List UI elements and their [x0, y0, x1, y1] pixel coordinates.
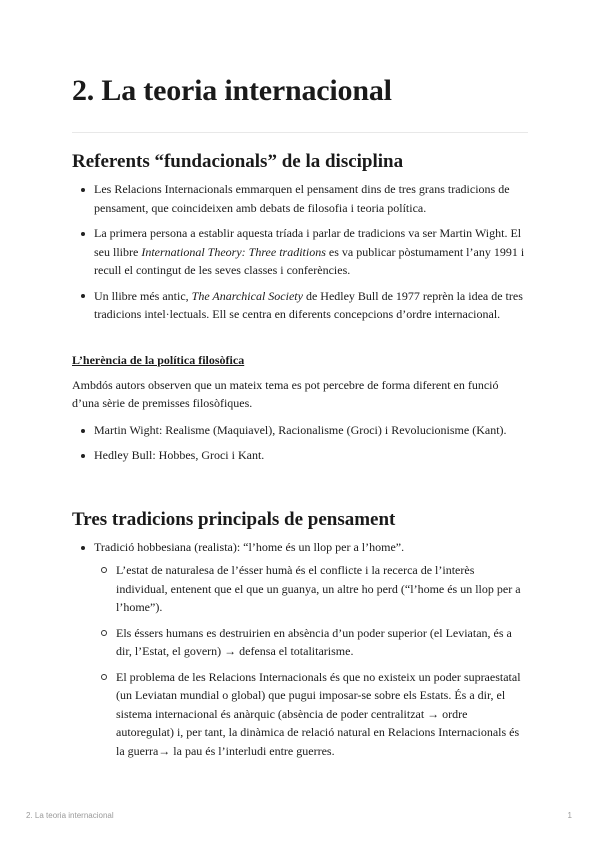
subsection-heading-herencia: L’herència de la política filosòfica [72, 353, 245, 367]
list-item: La primera persona a establir aquesta tríada i parlar de tradicions va ser Martin Wight. El seu llibre International Theory: Three traditions es va publicar pòstumament l’any 1991 i recull el contingut de les seves classes i conferències. [72, 224, 528, 280]
sublist-item: Els éssers humans es destruirien en absència d’un poder superior (el Leviatan, és a dir, l’Estat, el govern) → defensa el totalitarisme. [94, 624, 528, 661]
list-item: Martin Wight: Realisme (Maquiavel), Racionalisme (Groci) i Revolucionisme (Kant). [72, 421, 528, 440]
authors-list [72, 421, 528, 471]
sublist-item: L’estat de naturalesa de l’ésser humà és el conflicte i la recerca de l’interès individual, entenent que el que un guanya, un altre ho perd (“l’home és un llop per a l’home”). [94, 561, 528, 617]
sublist-item: El problema de les Relacions Internacionals és que no existeix un poder supraestatal (un Leviatan mundial o global) que pugui imposar-se sobre els Estats. És a dir, el sistema internacional és anàrquic (absència de poder centralitzat → ordre autoregulat) i, per tant, la dinàmica de relació natural en Relacions Internacionals és la guerra→ la pau és l’interludi entre guerres. [94, 668, 528, 761]
page-title: 2. La teoria internacional [72, 74, 392, 107]
page-number: 1 [567, 811, 572, 820]
tradicions-list [72, 538, 528, 557]
list-item: Les Relacions Internacionals emmarquen el pensament dins de tres grans tradicions de pensament, que coincideixen amb debats de filosofia i teoria política. [72, 180, 528, 217]
list-item: Tradició hobbesiana (realista): “l’home és un llop per a l’home”. [72, 538, 528, 557]
section-heading-referents: Referents “fundacionals” de la disciplina [72, 151, 404, 172]
hobbesian-sublist [94, 561, 528, 767]
subsection-paragraph: Ambdós autors observen que un mateix tema es pot percebre de forma diferent en funció d’una sèrie de premisses filosòfiques. [72, 378, 499, 410]
title-divider [72, 132, 528, 133]
list-item: Hedley Bull: Hobbes, Groci i Kant. [72, 446, 528, 465]
footer-title: 2. La teoria internacional [26, 811, 114, 820]
list-item: Un llibre més antic, The Anarchical Society de Hedley Bull de 1977 reprèn la idea de tres tradicions intel·lectuals. Ell se centra en diferents concepcions d’ordre internacional. [72, 287, 528, 324]
referents-list [72, 180, 528, 331]
section-heading-tradicions: Tres tradicions principals de pensament [72, 509, 396, 530]
